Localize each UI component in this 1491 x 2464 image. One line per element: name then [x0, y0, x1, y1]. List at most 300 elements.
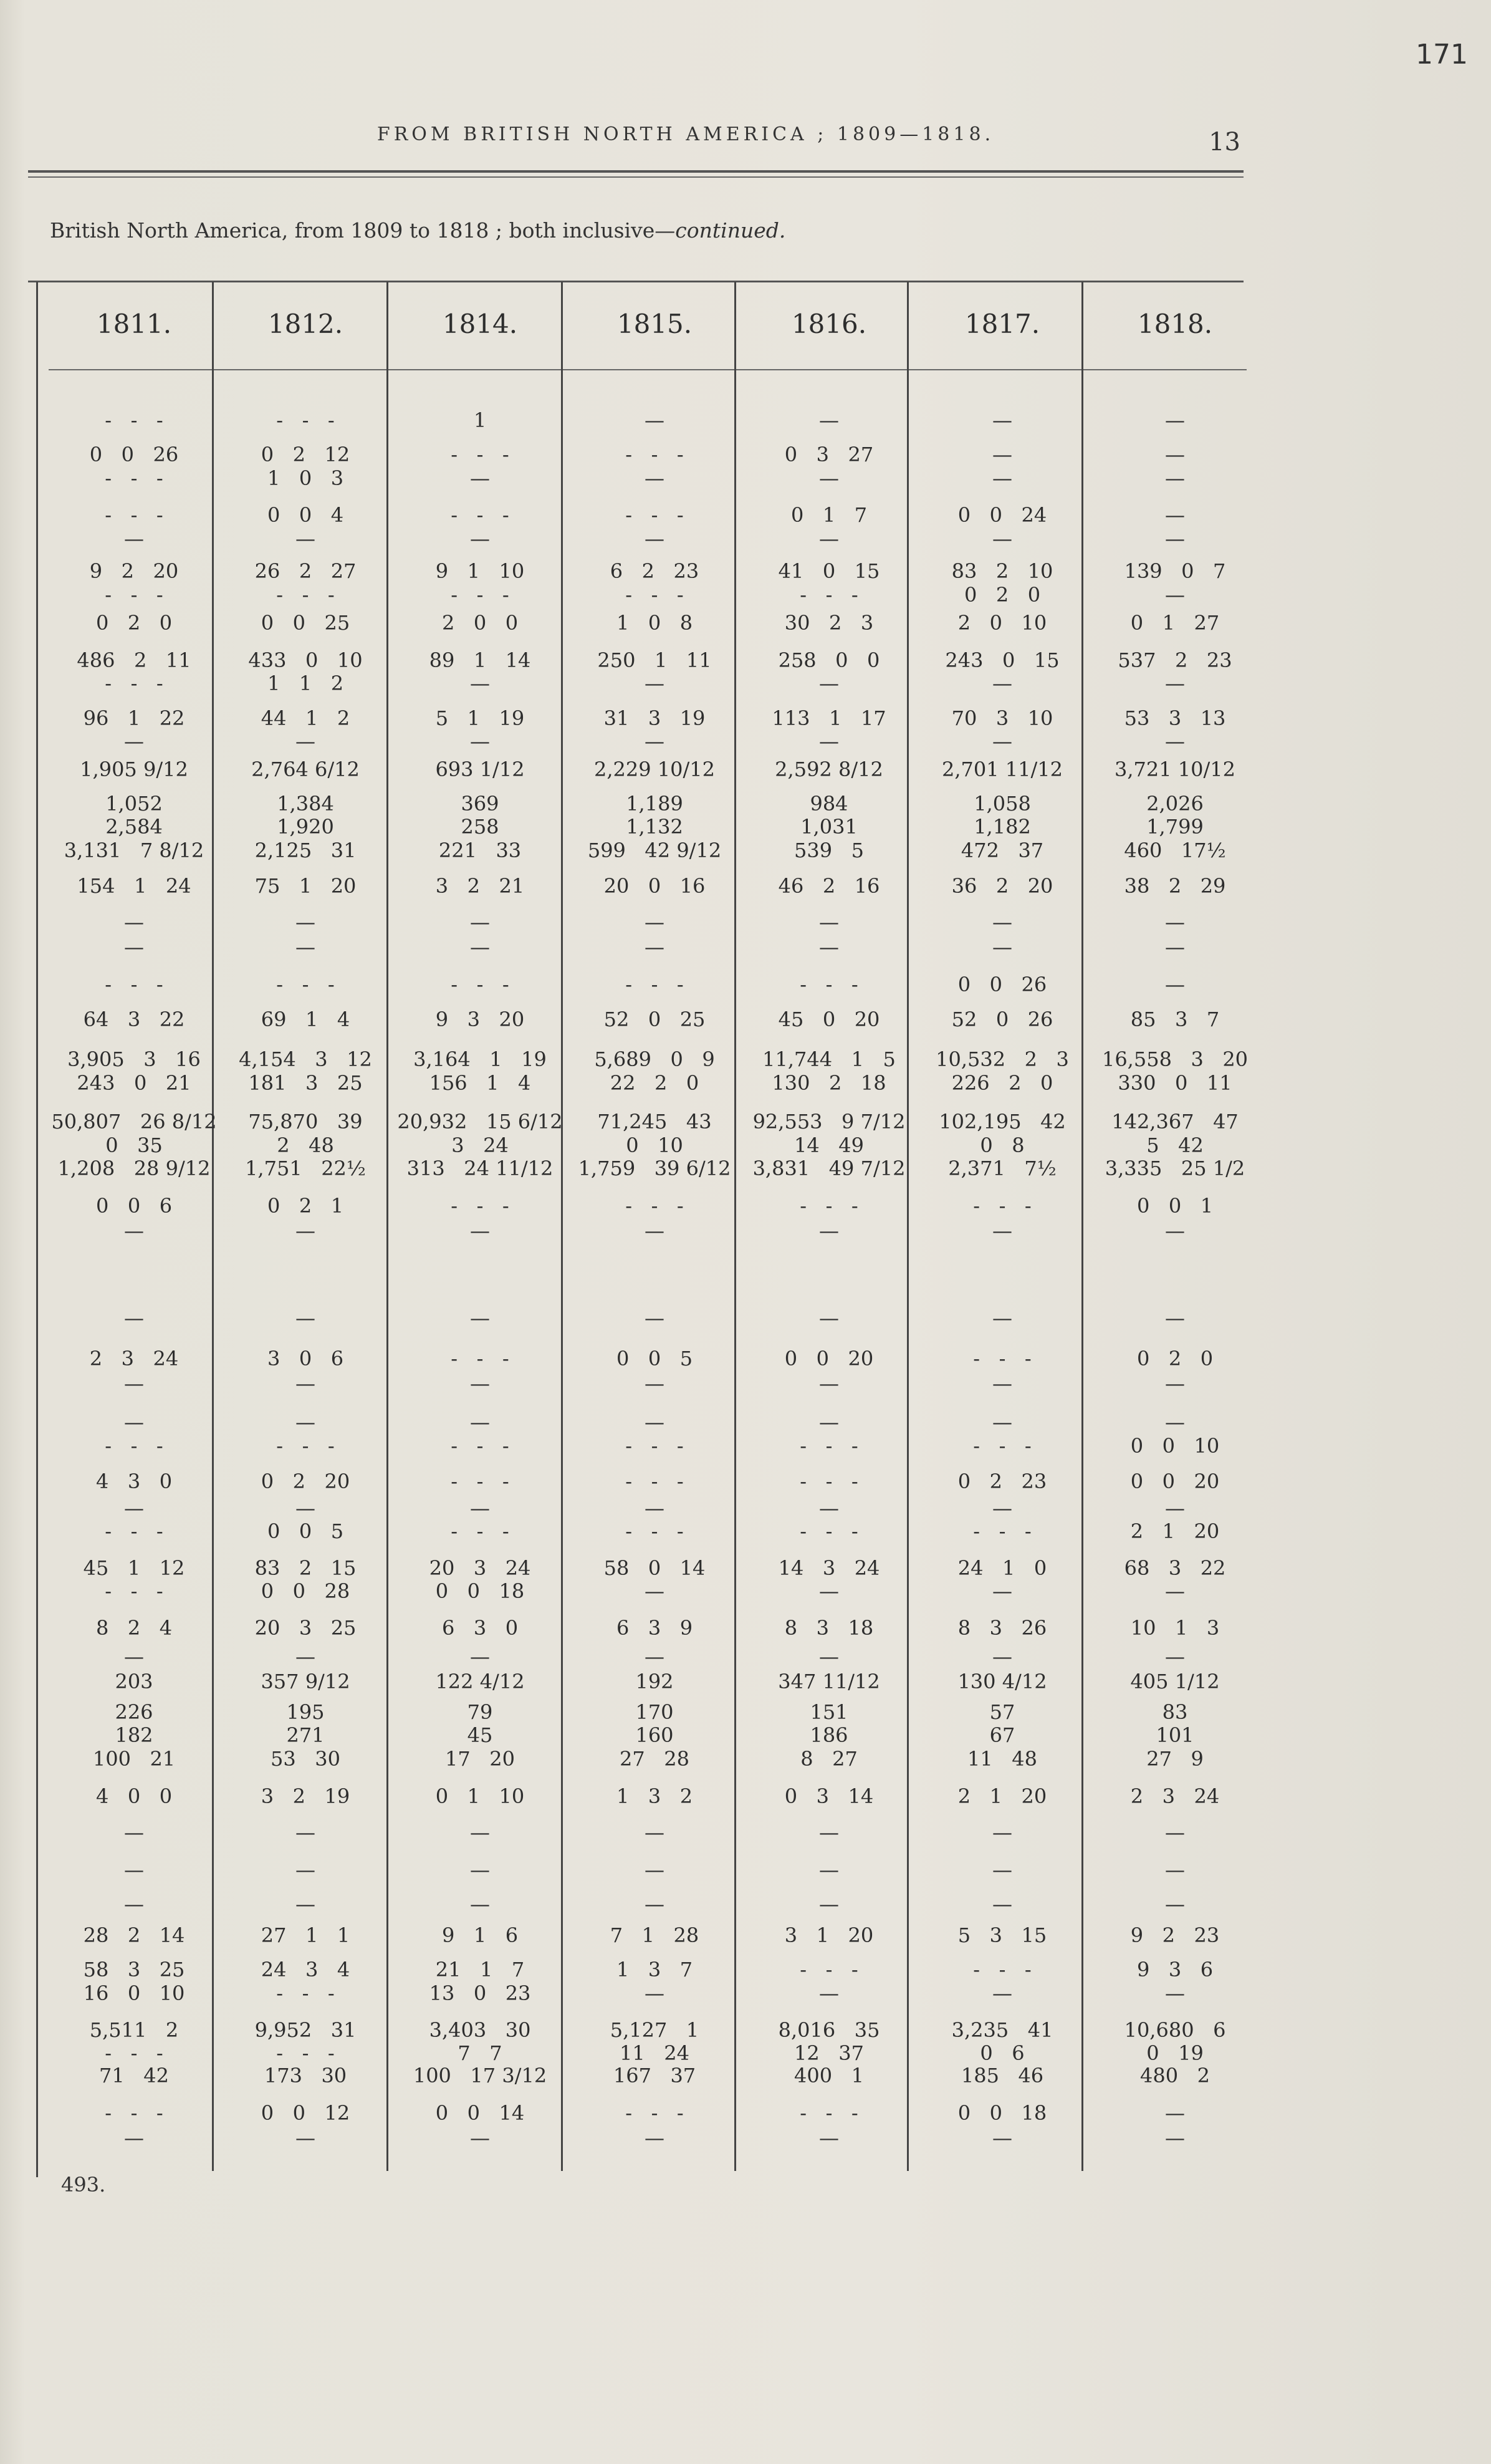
table-cell: 2,125 31 — [254, 839, 357, 862]
table-cell: - - - — [276, 1434, 335, 1458]
table-cell: 472 37 — [961, 839, 1044, 862]
table-cell: 0 2 1 — [267, 1194, 344, 1218]
table-cell: — — [645, 1410, 664, 1434]
table-cell: — — [1165, 503, 1185, 527]
table-cell: - - - — [451, 443, 509, 466]
table-cell: 3 24 — [451, 1133, 509, 1157]
table-cell: — — [295, 2126, 315, 2150]
table-cell: 9 1 6 — [441, 1923, 519, 1947]
header-rule-thick — [28, 170, 1244, 173]
table-cell: — — [295, 1645, 315, 1668]
table-cell: 53 30 — [271, 1747, 340, 1771]
table-cell: 79 — [467, 1700, 493, 1724]
table-cell: — — [124, 1892, 144, 1916]
table-cell: — — [1165, 1821, 1185, 1844]
table-cell: 1,031 — [800, 815, 858, 839]
table-cell: — — [1165, 1981, 1185, 2005]
table-cell: 1,905 9/12 — [80, 758, 188, 781]
table-cell: 1,208 28 9/12 — [57, 1157, 211, 1180]
table-cell: - - - — [973, 1194, 1032, 1218]
table-cell: — — [295, 1219, 315, 1243]
table-cell: - - - — [105, 1519, 163, 1543]
table-cell: 226 2 0 — [951, 1071, 1053, 1095]
table-cell: 2,764 6/12 — [251, 758, 360, 781]
table-cell: — — [1165, 973, 1185, 996]
table-cell: 69 1 4 — [261, 1008, 350, 1031]
table-cell: 67 — [989, 1723, 1015, 1747]
table-cell: 4 3 0 — [95, 1470, 173, 1493]
table-cell: - - - — [625, 1470, 684, 1493]
table-cell: — — [1165, 1496, 1185, 1520]
table-cell: — — [470, 466, 490, 490]
table-cell: 1,189 — [626, 792, 683, 816]
table-cell: 11 48 — [967, 1747, 1037, 1771]
table-cell: — — [1165, 583, 1185, 607]
table-cell: 0 1 10 — [435, 1784, 525, 1808]
table-cell: 142,367 47 — [1111, 1110, 1239, 1133]
table-cell: 8 27 — [800, 1747, 858, 1771]
table-cell: 9 3 6 — [1136, 1958, 1214, 1981]
table-cell: - - - — [105, 1579, 163, 1603]
caption-continued: continued. — [675, 218, 786, 243]
table-cell: 1 3 7 — [616, 1958, 693, 1981]
table-cell: — — [992, 1645, 1012, 1668]
table-cell: — — [645, 1372, 664, 1395]
table-cell: — — [124, 1219, 144, 1243]
table-cell: 357 9/12 — [261, 1670, 350, 1693]
table-cell: 5,511 2 — [89, 2018, 179, 2042]
table-cell: — — [819, 1579, 839, 1603]
table-cell: — — [819, 2126, 839, 2150]
table-cell: - - - — [973, 1519, 1032, 1543]
table-cell: — — [992, 443, 1012, 466]
table-cell: 195 — [286, 1700, 325, 1724]
table-cell: 0 6 — [980, 2041, 1025, 2065]
table-cell: 2 3 24 — [1130, 1784, 1220, 1808]
table-cell: — — [645, 1981, 664, 2005]
table-cell: — — [992, 1981, 1012, 2005]
table-cell: - - - — [451, 583, 509, 607]
table-cell: 330 0 11 — [1118, 1071, 1232, 1095]
table-cell: — — [992, 1892, 1012, 1916]
table-cell: 693 1/12 — [435, 758, 525, 781]
table-cell: — — [1165, 1645, 1185, 1668]
table-cell: 170 — [635, 1700, 674, 1724]
table-cell: 0 3 14 — [784, 1784, 874, 1808]
table-cell: 1,132 — [626, 815, 683, 839]
table-cell: - - - — [800, 1470, 858, 1493]
table-cell: 2 0 0 — [441, 611, 519, 635]
table-cell: 0 2 23 — [957, 1470, 1047, 1493]
table-cell: — — [470, 729, 490, 753]
table-cell: — — [645, 1579, 664, 1603]
table-cell: 113 1 17 — [772, 706, 886, 730]
table-cell: - - - — [800, 1434, 858, 1458]
table-cell: - - - — [451, 1519, 509, 1543]
table-cell: - - - — [625, 973, 684, 996]
table-cell: 6 3 9 — [616, 1616, 693, 1640]
table-cell: 203 — [115, 1670, 153, 1693]
table-cell: — — [819, 1981, 839, 2005]
table-cell: 0 19 — [1146, 2041, 1204, 2065]
table-cell: 96 1 22 — [83, 706, 185, 730]
table-cell: — — [645, 910, 664, 934]
table-cell: 539 5 — [794, 839, 864, 862]
table-cell: - - - — [105, 2101, 163, 2125]
table-cell: 9,952 31 — [254, 2018, 357, 2042]
table-cell: 27 9 — [1146, 1747, 1204, 1771]
table-cell: 156 1 4 — [429, 1071, 531, 1095]
table-cell: — — [819, 910, 839, 934]
table-cell: 1,920 — [277, 815, 334, 839]
table-cell: — — [1165, 1858, 1185, 1882]
table-cell: - - - — [451, 973, 509, 996]
table-cell: 3,831 49 7/12 — [752, 1157, 906, 1180]
table-cell: — — [295, 910, 315, 934]
table-cell: 2,584 — [105, 815, 163, 839]
table-cell: 10 1 3 — [1130, 1616, 1220, 1640]
table-cell: 0 0 5 — [267, 1519, 344, 1543]
table-cell: — — [470, 910, 490, 934]
table-cell: 8,016 35 — [778, 2018, 880, 2042]
table-cell: 0 8 — [980, 1133, 1025, 1157]
table-cell: - - - — [105, 1434, 163, 1458]
table-cell: 0 0 12 — [261, 2101, 350, 2125]
table-cell: 182 — [115, 1723, 153, 1747]
table-cell: 6 2 23 — [610, 559, 699, 583]
table-cell: - - - — [451, 1434, 509, 1458]
table-cell: 5 1 19 — [435, 706, 525, 730]
table-cell: 433 0 10 — [248, 648, 363, 672]
table-cell: 122 4/12 — [435, 1670, 525, 1693]
table-cell: — — [1165, 1410, 1185, 1434]
table-cell: — — [819, 527, 839, 551]
table-cell: — — [470, 1219, 490, 1243]
table-cell: — — [819, 1306, 839, 1330]
table-cell: — — [819, 1821, 839, 1844]
table-cell: 20 3 24 — [429, 1556, 531, 1580]
table-cell: — — [1165, 910, 1185, 934]
table-cell: 369 — [461, 792, 499, 816]
table-cell: — — [645, 1821, 664, 1844]
table-cell: — — [992, 1858, 1012, 1882]
table-cell: 347 11/12 — [778, 1670, 880, 1693]
table-cell: 173 30 — [264, 2064, 347, 2087]
table-cell: — — [992, 1410, 1012, 1434]
table-cell: 537 2 23 — [1118, 648, 1232, 672]
table-cell: — — [992, 408, 1012, 432]
table-cell: 101 — [1156, 1723, 1194, 1747]
table-cell: — — [295, 1821, 315, 1844]
table-cell: 3,403 30 — [429, 2018, 531, 2042]
table-cell: — — [1165, 935, 1185, 959]
table-cell: 45 1 12 — [83, 1556, 185, 1580]
table-cell: 50,807 26 8/12 — [51, 1110, 217, 1133]
table-cell: — — [645, 408, 664, 432]
table-cell: — — [124, 935, 144, 959]
table-cell: 58 3 25 — [83, 1958, 185, 1981]
table-cell: 20 3 25 — [254, 1616, 357, 1640]
table-cell: — — [645, 1858, 664, 1882]
table-cell: 11,744 1 5 — [762, 1047, 896, 1071]
table-cell: — — [819, 466, 839, 490]
table-cell: 5 42 — [1146, 1133, 1204, 1157]
table-cell: 14 49 — [794, 1133, 864, 1157]
table-cell: — — [295, 935, 315, 959]
table-cell: 52 0 26 — [951, 1008, 1053, 1031]
table-cell: - - - — [800, 583, 858, 607]
table-cell: — — [1165, 1579, 1185, 1603]
table-cell: 185 46 — [961, 2064, 1044, 2087]
table-cell: 0 2 0 — [1136, 1347, 1214, 1370]
table-cell: 0 2 12 — [261, 443, 350, 466]
table-cell: — — [295, 1306, 315, 1330]
table-cell: 2 3 24 — [89, 1347, 179, 1370]
table-cell: 83 2 15 — [254, 1556, 357, 1580]
table-cell: — — [645, 1645, 664, 1668]
table-cell: — — [295, 1858, 315, 1882]
table-cell: 36 2 20 — [951, 874, 1053, 898]
table-cell: 0 1 7 — [790, 503, 868, 527]
table-cell: 1,384 — [277, 792, 334, 816]
table-cell: 30 2 3 — [784, 611, 874, 635]
table-cell: 9 1 10 — [435, 559, 525, 583]
table-cell: — — [124, 2126, 144, 2150]
table-cell: — — [470, 1645, 490, 1668]
table-cell: — — [645, 935, 664, 959]
table-cell: 0 3 27 — [784, 443, 874, 466]
table-cell: 0 10 — [626, 1133, 683, 1157]
column-header-year: 1814. — [442, 309, 518, 339]
table-cell: 11 24 — [620, 2041, 689, 2065]
table-cell: - - - — [625, 503, 684, 527]
table-cell: - - - — [625, 1519, 684, 1543]
table-cell: 16,558 3 20 — [1101, 1047, 1249, 1071]
table-cell: - - - — [276, 973, 335, 996]
table-cell: 0 0 14 — [435, 2101, 525, 2125]
table-cell: — — [1165, 1219, 1185, 1243]
table-cell: 486 2 11 — [77, 648, 191, 672]
table-cell: 2,229 10/12 — [594, 758, 715, 781]
table-cell: — — [295, 1372, 315, 1395]
table-cell: 41 0 15 — [778, 559, 880, 583]
table-cell: 0 2 0 — [964, 583, 1041, 607]
table-cell: — — [470, 1372, 490, 1395]
table-cell: — — [819, 408, 839, 432]
table-cell: 1 0 3 — [267, 466, 344, 490]
table-cell: - - - — [105, 671, 163, 695]
table-cell: - - - — [105, 2041, 163, 2065]
table-cell: 58 0 14 — [603, 1556, 706, 1580]
table-cell: 1 1 2 — [267, 671, 344, 695]
table-cell: 984 — [810, 792, 848, 816]
table-cell: 0 0 24 — [957, 503, 1047, 527]
column-header-year: 1812. — [267, 309, 343, 339]
table-cell: 599 42 9/12 — [587, 839, 722, 862]
table-cell: 3 1 20 — [784, 1923, 874, 1947]
table-cell: — — [992, 1496, 1012, 1520]
table-cell: 160 — [635, 1723, 674, 1747]
table-cell: - - - — [800, 1519, 858, 1543]
table-cell: 1,052 — [105, 792, 163, 816]
table-cell: 151 — [810, 1700, 848, 1724]
column-header-year: 1817. — [964, 309, 1040, 339]
table-cell: - - - — [800, 2101, 858, 2125]
table-cell: 2,701 11/12 — [942, 758, 1063, 781]
table-cell: 44 1 2 — [261, 706, 350, 730]
table-cell: 8 3 18 — [784, 1616, 874, 1640]
table-cell: — — [645, 1496, 664, 1520]
table-cell: 24 3 4 — [261, 1958, 350, 1981]
table-cell: 480 2 — [1140, 2064, 1210, 2087]
running-head: FROM BRITISH NORTH AMERICA ; 1809—1818. — [376, 123, 995, 145]
table-cell: 22 2 0 — [610, 1071, 699, 1095]
table-cell: 83 2 10 — [951, 559, 1053, 583]
table-cell: 9 3 20 — [435, 1008, 525, 1031]
table-cell: 68 3 22 — [1124, 1556, 1226, 1580]
table-cell: 167 37 — [613, 2064, 696, 2087]
table-cell: — — [124, 729, 144, 753]
table-cell: — — [992, 671, 1012, 695]
table-cell: — — [124, 1306, 144, 1330]
table-cell: 0 0 28 — [261, 1579, 350, 1603]
table-cell: 2,026 — [1146, 792, 1204, 816]
table-cell: - - - — [105, 466, 163, 490]
table-cell: - - - — [276, 583, 335, 607]
table-cell: 38 2 29 — [1124, 874, 1226, 898]
table-caption — [50, 218, 1047, 243]
table-cell: — — [1165, 671, 1185, 695]
table-cell: - - - — [451, 1347, 509, 1370]
table-cell: 2 48 — [277, 1133, 334, 1157]
table-cell: — — [470, 1410, 490, 1434]
table-cell: 1,058 — [974, 792, 1031, 816]
table-cell: — — [992, 935, 1012, 959]
column-header-year: 1815. — [616, 309, 693, 339]
table-cell: — — [992, 1821, 1012, 1844]
table-cell: 2,371 7½ — [948, 1157, 1057, 1180]
table-cell: — — [124, 527, 144, 551]
table-cell: 14 3 24 — [778, 1556, 880, 1580]
table-cell: - - - — [276, 2041, 335, 2065]
table-cell: 9 2 20 — [89, 559, 179, 583]
table-cell: 0 0 6 — [95, 1194, 173, 1218]
column-header-year: 1816. — [791, 309, 867, 339]
table-cell: 2 0 10 — [957, 611, 1047, 635]
table-cell: — — [295, 1496, 315, 1520]
table-cell: 154 1 24 — [77, 874, 191, 898]
table-cell: — — [470, 1306, 490, 1330]
table-cell: - - - — [973, 1958, 1032, 1981]
table-cell: — — [819, 1645, 839, 1668]
table-cell: 313 24 11/12 — [406, 1157, 554, 1180]
table-cell: 0 0 10 — [1130, 1434, 1220, 1458]
table-cell: — — [470, 1892, 490, 1916]
table-cell: 186 — [810, 1723, 848, 1747]
table-cell: 0 0 18 — [957, 2101, 1047, 2125]
table-cell: 85 3 7 — [1130, 1008, 1220, 1031]
table-cell: 10,680 6 — [1124, 2018, 1226, 2042]
table-cell: 100 17 3/12 — [413, 2064, 547, 2087]
table-cell: — — [992, 1579, 1012, 1603]
table-cell: 192 — [635, 1670, 674, 1693]
table-cell: — — [819, 1219, 839, 1243]
table-cell: 0 0 4 — [267, 503, 344, 527]
table-cell: - - - — [973, 1347, 1032, 1370]
table-cell: — — [295, 1892, 315, 1916]
table-cell: 1 — [473, 408, 487, 432]
table-cell: - - - — [625, 1194, 684, 1218]
table-cell: 83 — [1162, 1700, 1188, 1724]
table-cell: 64 3 22 — [83, 1008, 185, 1031]
table-cell: — — [992, 1372, 1012, 1395]
table-cell: - - - — [973, 1434, 1032, 1458]
table-cell: 0 2 0 — [95, 611, 173, 635]
table-cell: 92,553 9 7/12 — [752, 1110, 906, 1133]
table-cell: — — [124, 1410, 144, 1434]
table-cell: 100 21 — [92, 1747, 176, 1771]
table-cell: 3,721 10/12 — [1115, 758, 1235, 781]
table-cell: 53 3 13 — [1124, 706, 1226, 730]
table-cell: — — [1165, 466, 1185, 490]
table-cell: 12 37 — [794, 2041, 864, 2065]
table-cell: 31 3 19 — [603, 706, 706, 730]
table-cell: - - - — [105, 583, 163, 607]
table-cell: 10,532 2 3 — [936, 1047, 1069, 1071]
table-cell: 0 0 5 — [616, 1347, 693, 1370]
table-cell: 7 1 28 — [610, 1923, 699, 1947]
table-cell: - - - — [625, 2101, 684, 2125]
table-cell: 0 0 20 — [1130, 1470, 1220, 1493]
table-cell: - - - — [625, 583, 684, 607]
table-cell: - - - — [800, 973, 858, 996]
table-cell: 16 0 10 — [83, 1981, 185, 2005]
table-cell: — — [819, 729, 839, 753]
table-cell: — — [645, 1306, 664, 1330]
table-cell: 57 — [989, 1700, 1015, 1724]
page-number: 13 — [1209, 128, 1240, 156]
table-cell: - - - — [276, 408, 335, 432]
table-cell: 243 0 21 — [77, 1071, 191, 1095]
table-cell: 27 28 — [620, 1747, 689, 1771]
table-cell: — — [295, 729, 315, 753]
table-cell: — — [819, 935, 839, 959]
table-cell: 3 0 6 — [267, 1347, 344, 1370]
table-cell: 405 1/12 — [1130, 1670, 1220, 1693]
table-cell: 4,154 3 12 — [239, 1047, 372, 1071]
table-cell: 26 2 27 — [254, 559, 357, 583]
table-cell: 45 — [467, 1723, 493, 1747]
table-cell: 0 0 20 — [784, 1347, 874, 1370]
table-cell: — — [470, 527, 490, 551]
table-cell: — — [295, 1410, 315, 1434]
table-cell: — — [1165, 443, 1185, 466]
table-cell: 52 0 25 — [603, 1008, 706, 1031]
table-cell: 21 1 7 — [435, 1958, 525, 1981]
table-cell: - - - — [625, 1434, 684, 1458]
table-cell: — — [124, 1372, 144, 1395]
table-cell: 400 1 — [794, 2064, 864, 2087]
table-cell: 1 3 2 — [616, 1784, 693, 1808]
table-cell: — — [124, 1496, 144, 1520]
table-cell: 3,131 7 8/12 — [64, 839, 204, 862]
table-cell: 7 7 — [458, 2041, 502, 2065]
table-cell: 1,759 39 6/12 — [578, 1157, 731, 1180]
table-cell: — — [992, 910, 1012, 934]
table-cell: 221 33 — [438, 839, 522, 862]
table-cell: 130 4/12 — [957, 1670, 1047, 1693]
table-cell: — — [992, 729, 1012, 753]
